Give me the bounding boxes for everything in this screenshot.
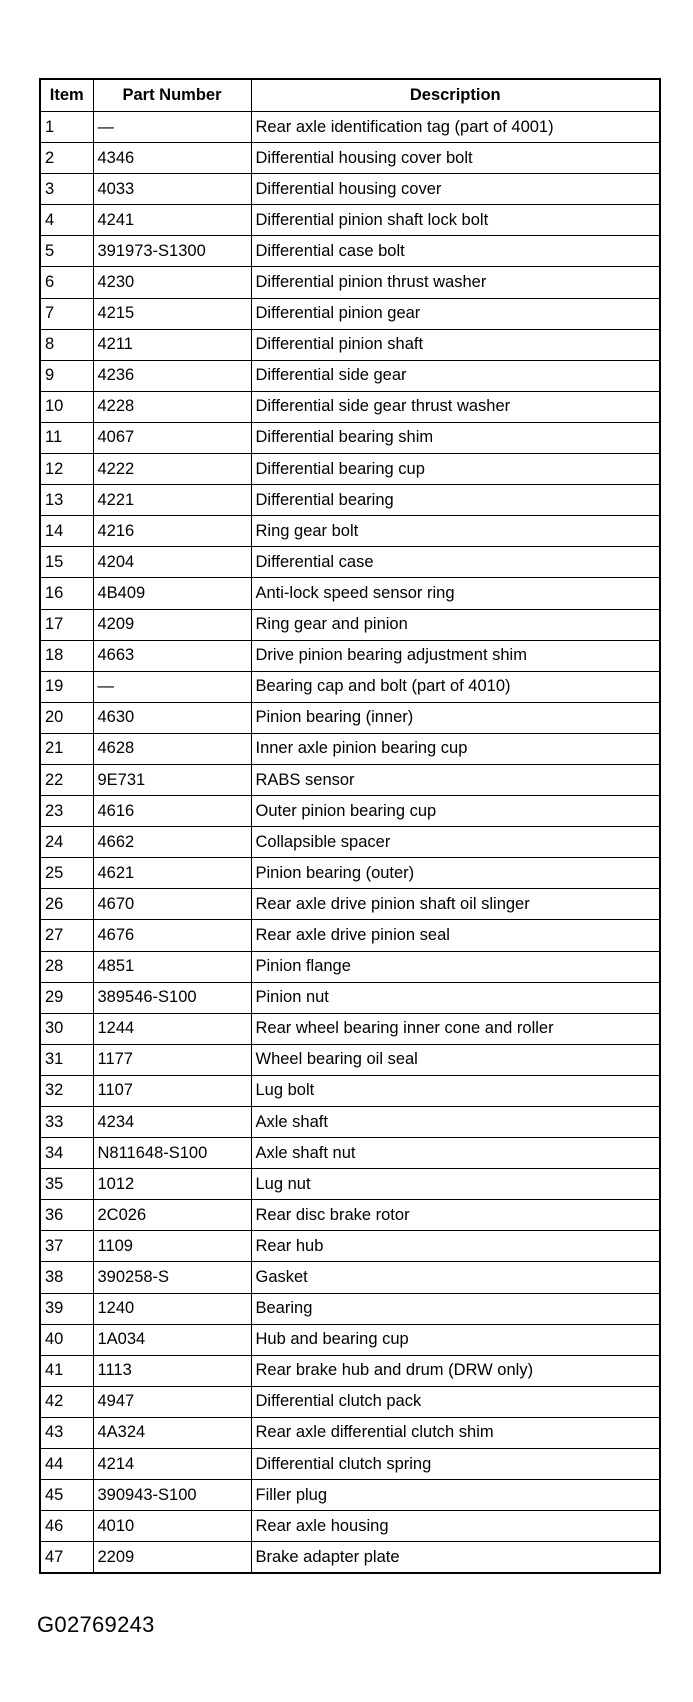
part-number-cell: 4010	[93, 1511, 251, 1542]
description-cell: Drive pinion bearing adjustment shim	[251, 640, 660, 671]
part-number-cell: 4346	[93, 143, 251, 174]
item-number-cell: 46	[40, 1511, 93, 1542]
table-row	[40, 391, 660, 422]
part-number-cell: 9E731	[93, 764, 251, 795]
part-number-cell: 4851	[93, 951, 251, 982]
description-cell: Differential bearing cup	[251, 454, 660, 485]
part-number-cell: 4204	[93, 547, 251, 578]
description-cell: Differential side gear thrust washer	[251, 391, 660, 422]
description-cell: Lug nut	[251, 1169, 660, 1200]
table-row	[40, 143, 660, 174]
table-row	[40, 1386, 660, 1417]
description-cell: Bearing	[251, 1293, 660, 1324]
part-number-cell: 4236	[93, 360, 251, 391]
description-cell: Rear axle differential clutch shim	[251, 1417, 660, 1448]
description-cell: Outer pinion bearing cup	[251, 796, 660, 827]
table-row	[40, 827, 660, 858]
item-number-cell: 25	[40, 858, 93, 889]
item-number-cell: 45	[40, 1480, 93, 1511]
table-row	[40, 1542, 660, 1574]
item-number-cell: 31	[40, 1044, 93, 1075]
part-number-cell: 4222	[93, 454, 251, 485]
description-cell: Differential pinion shaft	[251, 329, 660, 360]
part-number-cell: —	[93, 112, 251, 143]
part-number-cell: 4947	[93, 1386, 251, 1417]
table-row	[40, 858, 660, 889]
part-number-cell: 1A034	[93, 1324, 251, 1355]
description-cell: Differential housing cover	[251, 174, 660, 205]
part-number-cell: 2209	[93, 1542, 251, 1574]
part-number-cell: 1012	[93, 1169, 251, 1200]
table-row	[40, 640, 660, 671]
part-number-cell: 1107	[93, 1075, 251, 1106]
item-number-cell: 6	[40, 267, 93, 298]
description-cell: Ring gear and pinion	[251, 609, 660, 640]
description-cell: Differential bearing	[251, 485, 660, 516]
part-number-cell: N811648-S100	[93, 1138, 251, 1169]
item-number-cell: 37	[40, 1231, 93, 1262]
item-number-cell: 47	[40, 1542, 93, 1574]
description-cell: Rear axle drive pinion seal	[251, 920, 660, 951]
item-number-cell: 43	[40, 1417, 93, 1448]
item-number-cell: 2	[40, 143, 93, 174]
item-number-cell: 1	[40, 112, 93, 143]
description-cell: Axle shaft nut	[251, 1138, 660, 1169]
item-number-cell: 18	[40, 640, 93, 671]
item-number-cell: 36	[40, 1200, 93, 1231]
part-number-cell: 1113	[93, 1355, 251, 1386]
part-number-cell: 4230	[93, 267, 251, 298]
table-row	[40, 112, 660, 143]
description-cell: Rear disc brake rotor	[251, 1200, 660, 1231]
item-number-cell: 26	[40, 889, 93, 920]
table-row	[40, 1044, 660, 1075]
part-number-cell: 4214	[93, 1449, 251, 1480]
part-number-cell: 4670	[93, 889, 251, 920]
part-number-cell: 4241	[93, 205, 251, 236]
description-cell: Anti-lock speed sensor ring	[251, 578, 660, 609]
item-number-cell: 11	[40, 422, 93, 453]
description-cell: Rear hub	[251, 1231, 660, 1262]
item-number-cell: 38	[40, 1262, 93, 1293]
item-number-cell: 15	[40, 547, 93, 578]
item-number-cell: 9	[40, 360, 93, 391]
item-number-cell: 44	[40, 1449, 93, 1480]
item-number-cell: 39	[40, 1293, 93, 1324]
table-row	[40, 298, 660, 329]
table-row	[40, 1075, 660, 1106]
item-number-cell: 28	[40, 951, 93, 982]
part-number-cell: 4228	[93, 391, 251, 422]
item-number-cell: 21	[40, 733, 93, 764]
table-row	[40, 205, 660, 236]
item-number-cell: 35	[40, 1169, 93, 1200]
table-row	[40, 951, 660, 982]
description-cell: Pinion flange	[251, 951, 660, 982]
part-number-cell: 4216	[93, 516, 251, 547]
parts-table-body	[40, 112, 660, 1574]
part-number-cell: 4211	[93, 329, 251, 360]
table-row	[40, 609, 660, 640]
table-row	[40, 671, 660, 702]
part-number-cell: 391973-S1300	[93, 236, 251, 267]
description-cell: Axle shaft	[251, 1107, 660, 1138]
part-number-cell: 4209	[93, 609, 251, 640]
description-cell: Differential case bolt	[251, 236, 660, 267]
table-row	[40, 1511, 660, 1542]
part-number-cell: 1244	[93, 1013, 251, 1044]
table-row	[40, 422, 660, 453]
table-row	[40, 485, 660, 516]
item-column-header: Item	[40, 79, 93, 112]
item-number-cell: 42	[40, 1386, 93, 1417]
part-number-cell: 4B409	[93, 578, 251, 609]
item-number-cell: 13	[40, 485, 93, 516]
description-cell: Brake adapter plate	[251, 1542, 660, 1574]
table-row	[40, 1138, 660, 1169]
part-number-cell: —	[93, 671, 251, 702]
item-number-cell: 14	[40, 516, 93, 547]
part-number-cell: 4067	[93, 422, 251, 453]
part-number-column-header: Part Number	[93, 79, 251, 112]
table-row	[40, 1355, 660, 1386]
item-number-cell: 30	[40, 1013, 93, 1044]
table-row	[40, 516, 660, 547]
description-cell: Bearing cap and bolt (part of 4010)	[251, 671, 660, 702]
part-number-cell: 4662	[93, 827, 251, 858]
part-number-cell: 4221	[93, 485, 251, 516]
table-header-row	[40, 79, 660, 112]
part-number-cell: 4628	[93, 733, 251, 764]
table-row	[40, 733, 660, 764]
part-number-cell: 4215	[93, 298, 251, 329]
part-number-cell: 2C026	[93, 1200, 251, 1231]
table-row	[40, 1449, 660, 1480]
figure-id-label: G02769243	[37, 1612, 155, 1637]
description-cell: Differential case	[251, 547, 660, 578]
description-cell: Gasket	[251, 1262, 660, 1293]
table-row	[40, 920, 660, 951]
description-cell: Wheel bearing oil seal	[251, 1044, 660, 1075]
part-number-cell: 390258-S	[93, 1262, 251, 1293]
item-number-cell: 8	[40, 329, 93, 360]
item-number-cell: 19	[40, 671, 93, 702]
item-number-cell: 20	[40, 702, 93, 733]
table-row	[40, 547, 660, 578]
item-number-cell: 41	[40, 1355, 93, 1386]
table-row	[40, 889, 660, 920]
part-number-cell: 1177	[93, 1044, 251, 1075]
description-cell: Rear axle drive pinion shaft oil slinger	[251, 889, 660, 920]
description-cell: Hub and bearing cup	[251, 1324, 660, 1355]
part-number-cell: 390943-S100	[93, 1480, 251, 1511]
description-cell: Filler plug	[251, 1480, 660, 1511]
table-row	[40, 578, 660, 609]
item-number-cell: 17	[40, 609, 93, 640]
part-number-cell: 4234	[93, 1107, 251, 1138]
table-row	[40, 1480, 660, 1511]
item-number-cell: 33	[40, 1107, 93, 1138]
item-number-cell: 32	[40, 1075, 93, 1106]
table-row	[40, 1324, 660, 1355]
table-row	[40, 1262, 660, 1293]
description-cell: Differential pinion gear	[251, 298, 660, 329]
part-number-cell: 1109	[93, 1231, 251, 1262]
table-row	[40, 1200, 660, 1231]
description-cell: Differential pinion thrust washer	[251, 267, 660, 298]
table-row	[40, 796, 660, 827]
item-number-cell: 10	[40, 391, 93, 422]
part-number-cell: 4630	[93, 702, 251, 733]
part-number-cell: 4033	[93, 174, 251, 205]
table-row	[40, 236, 660, 267]
description-cell: Differential housing cover bolt	[251, 143, 660, 174]
description-cell: Rear wheel bearing inner cone and roller	[251, 1013, 660, 1044]
description-cell: Differential pinion shaft lock bolt	[251, 205, 660, 236]
table-row	[40, 1107, 660, 1138]
description-cell: Pinion bearing (outer)	[251, 858, 660, 889]
table-row	[40, 360, 660, 391]
part-number-cell: 4676	[93, 920, 251, 951]
table-row	[40, 702, 660, 733]
description-cell: Differential clutch spring	[251, 1449, 660, 1480]
description-cell: Rear axle identification tag (part of 4001)	[251, 112, 660, 143]
item-number-cell: 4	[40, 205, 93, 236]
description-cell: Inner axle pinion bearing cup	[251, 733, 660, 764]
part-number-cell: 389546-S100	[93, 982, 251, 1013]
description-cell: Pinion nut	[251, 982, 660, 1013]
item-number-cell: 12	[40, 454, 93, 485]
part-number-cell: 4621	[93, 858, 251, 889]
description-cell: Lug bolt	[251, 1075, 660, 1106]
description-cell: Pinion bearing (inner)	[251, 702, 660, 733]
table-row	[40, 1293, 660, 1324]
table-row	[40, 329, 660, 360]
item-number-cell: 29	[40, 982, 93, 1013]
description-cell: Ring gear bolt	[251, 516, 660, 547]
table-row	[40, 982, 660, 1013]
item-number-cell: 27	[40, 920, 93, 951]
description-cell: Rear axle housing	[251, 1511, 660, 1542]
description-cell: Differential bearing shim	[251, 422, 660, 453]
item-number-cell: 7	[40, 298, 93, 329]
item-number-cell: 3	[40, 174, 93, 205]
item-number-cell: 22	[40, 764, 93, 795]
part-number-cell: 4663	[93, 640, 251, 671]
table-row	[40, 1169, 660, 1200]
description-column-header: Description	[251, 79, 660, 112]
parts-list-table	[39, 78, 661, 1574]
description-cell: RABS sensor	[251, 764, 660, 795]
table-row	[40, 1231, 660, 1262]
item-number-cell: 34	[40, 1138, 93, 1169]
item-number-cell: 23	[40, 796, 93, 827]
description-cell: Differential side gear	[251, 360, 660, 391]
table-row	[40, 764, 660, 795]
item-number-cell: 16	[40, 578, 93, 609]
description-cell: Differential clutch pack	[251, 1386, 660, 1417]
table-row	[40, 267, 660, 298]
part-number-cell: 4A324	[93, 1417, 251, 1448]
description-cell: Collapsible spacer	[251, 827, 660, 858]
part-number-cell: 1240	[93, 1293, 251, 1324]
table-row	[40, 454, 660, 485]
table-row	[40, 174, 660, 205]
table-row	[40, 1417, 660, 1448]
description-cell: Rear brake hub and drum (DRW only)	[251, 1355, 660, 1386]
part-number-cell: 4616	[93, 796, 251, 827]
item-number-cell: 24	[40, 827, 93, 858]
item-number-cell: 40	[40, 1324, 93, 1355]
table-row	[40, 1013, 660, 1044]
item-number-cell: 5	[40, 236, 93, 267]
